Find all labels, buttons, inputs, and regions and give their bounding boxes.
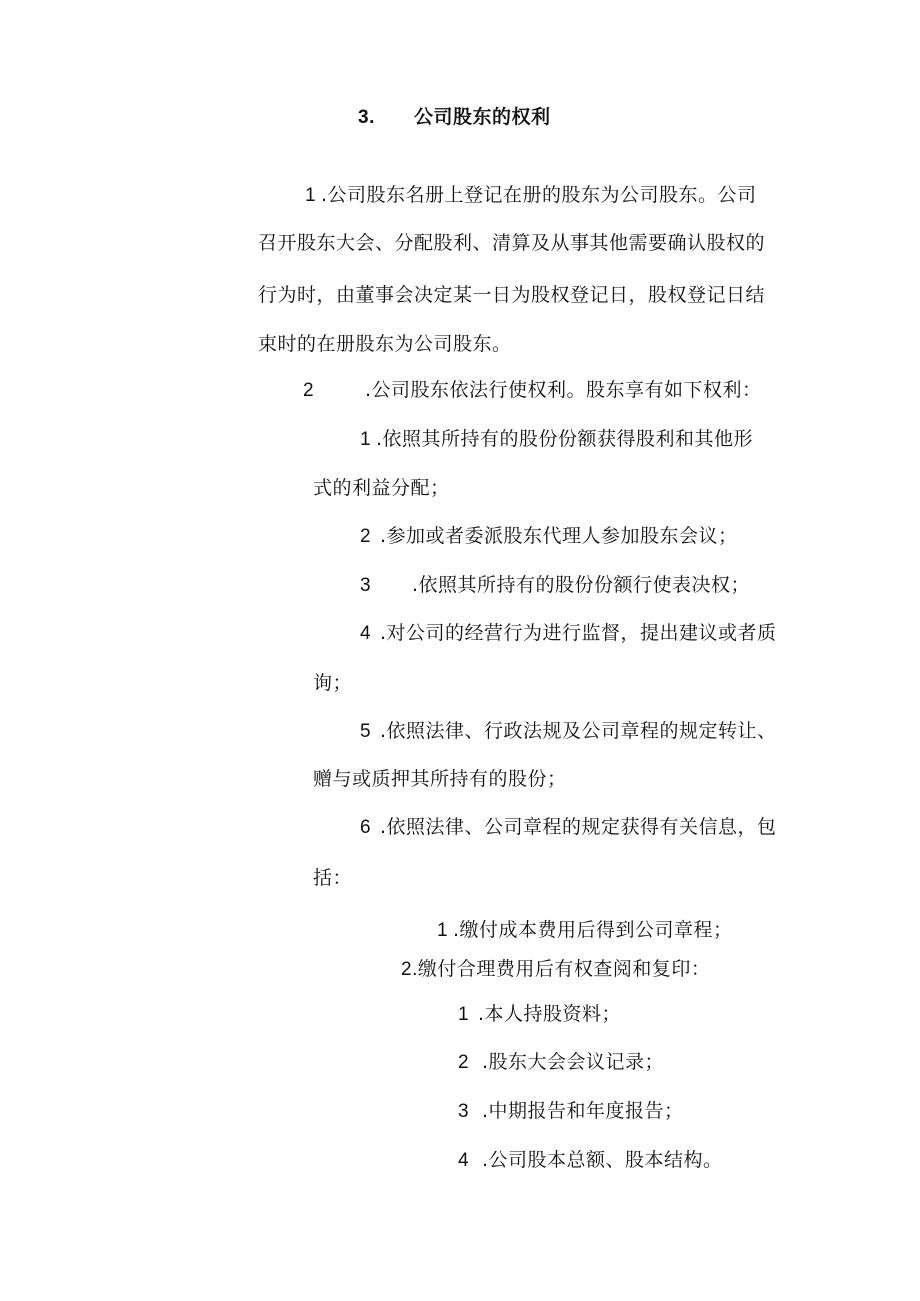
right-4-line-1: 4 .对公司的经营行为进行监督，提出建议或者质: [360, 622, 777, 644]
record-2: 2 .股东大会会议记录；: [458, 1051, 665, 1073]
right-5-line-2: 赠与或质押其所持有的股份；: [313, 768, 567, 790]
para1-line-2: 召开股东大会、分配股利、清算及从事其他需要确认股权的: [258, 232, 766, 254]
right-4-line-2: 询；: [313, 672, 353, 694]
right-6-line-1: 6 .依照法律、公司章程的规定获得有关信息，包: [360, 816, 777, 838]
para1-line-1: 1 .公司股东名册上登记在册的股东为公司股东。公司: [305, 184, 757, 206]
section-number: 3.: [358, 107, 375, 128]
info-item-1: 1 .缴付成本费用后得到公司章程；: [437, 919, 733, 941]
para2-number: 2: [303, 380, 315, 401]
record-1: 1 .本人持股资料；: [458, 1003, 622, 1025]
right-5-line-1: 5 .依照法律、行政法规及公司章程的规定转让、: [360, 720, 777, 742]
record-3: 3 .中期报告和年度报告；: [458, 1100, 684, 1122]
info-item-2: 2.缴付合理费用后有权查阅和复印：: [401, 958, 711, 980]
para1-line-4: 束时的在册股东为公司股东。: [258, 333, 512, 355]
para1-line-3: 行为时，由董事会决定某一日为股权登记日，股权登记日结: [258, 284, 766, 306]
section-title: 公司股东的权利: [414, 106, 551, 128]
para2-line: 2 .公司股东依法行使权利。股东享有如下权利：: [303, 379, 762, 401]
right-1-line-2: 式的利益分配；: [313, 477, 450, 499]
para1-number: 1: [305, 185, 317, 206]
right-2-line-1: 2 .参加或者委派股东代理人参加股东会议；: [360, 525, 738, 547]
record-4: 4 .公司股本总额、股本结构。: [458, 1149, 723, 1171]
right-3-line-1: 3 .依照其所持有的股份份额行使表决权；: [360, 574, 751, 596]
section-heading: [358, 105, 551, 130]
right-1-line-1: 1 .依照其所持有的股份份额获得股利和其他形: [360, 428, 754, 450]
right-6-line-2: 括：: [313, 867, 353, 889]
